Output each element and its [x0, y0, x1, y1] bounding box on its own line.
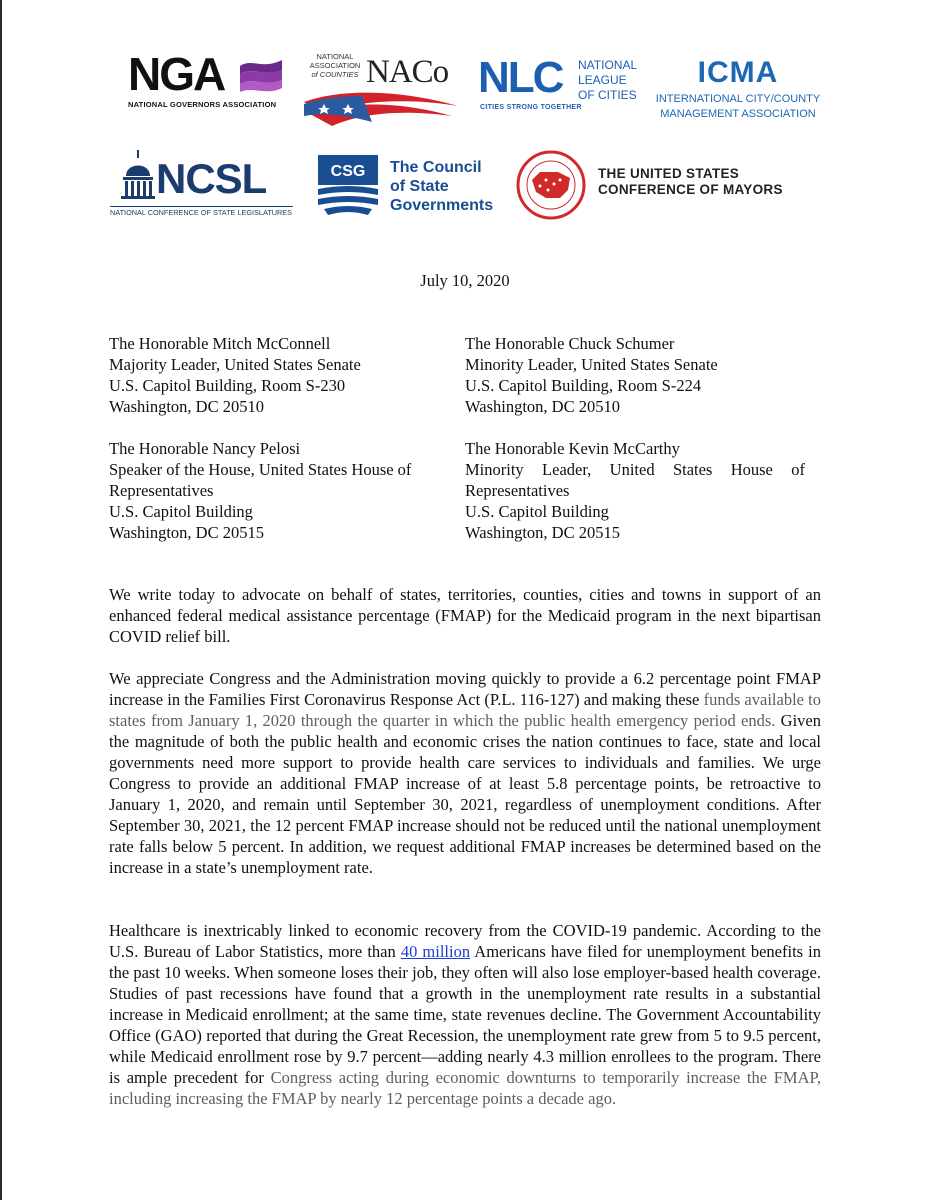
ncsl-logo [110, 150, 295, 220]
address-line: U.S. Capitol Building, Room S-224 [465, 376, 702, 395]
paragraph-3-text: Healthcare is inextricably linked to economic recovery from the COVID-19 pandemic. According to the U.S. Bureau of Labor Statistics, more than [109, 921, 821, 961]
recipient-mccarthy [465, 438, 805, 543]
address-line: The Honorable Kevin McCarthy [465, 439, 680, 458]
nlc-name-line: OF CITIES [578, 88, 637, 102]
recipient-pelosi [109, 438, 454, 543]
nlc-logo [478, 53, 648, 116]
address-line: The Honorable Chuck Schumer [465, 334, 675, 353]
paragraph-1: We write today to advocate on behalf of states, territories, counties, cities and towns in support of an enhanced federal medical assistance percentage (FMAP) for the Medicaid program in the next bipartisan COVID relief bill. [109, 585, 821, 646]
csg-logo-name [390, 158, 493, 215]
address-line: U.S. Capitol Building [465, 502, 609, 521]
naco-name-line: NATIONAL [316, 52, 354, 61]
forty-million-link[interactable]: 40 million [400, 942, 471, 961]
naco-logo-name [302, 52, 368, 79]
nlc-logo-tagline: CITIES STRONG TOGETHER [480, 104, 582, 111]
paragraph-3-faint-text: Congress acting during economic downturns to temporarily increase the FMAP, including increasing the FMAP by nearly 12 percentage points a decade ago. [109, 1068, 821, 1108]
address-line: Washington, DC 20515 [465, 523, 620, 542]
nga-logo-abbr: NGA [128, 48, 225, 100]
letter-date: July 10, 2020 [420, 271, 510, 290]
address-line: Representatives [465, 481, 570, 500]
icma-name-line: INTERNATIONAL CITY/COUNTY [655, 93, 821, 105]
paragraph-2 [109, 668, 821, 878]
address-line: Washington, DC 20510 [109, 397, 264, 416]
csg-logo-abbr: CSG [330, 163, 366, 180]
recipient-schumer [465, 333, 810, 417]
capitol-dome-icon [120, 150, 156, 200]
paragraph-2-faint-text: funds available to states from January 1, 2020 through the quarter in which the public health emergency period ends. [109, 690, 821, 730]
icma-name-line: MANAGEMENT ASSOCIATION [660, 108, 816, 120]
address-line: The Honorable Mitch McConnell [109, 334, 331, 353]
ncsl-logo-name: NATIONAL CONFERENCE OF STATE LEGISLATURES [110, 208, 293, 217]
nlc-logo-name [578, 58, 637, 103]
address-line: U.S. Capitol Building [109, 502, 253, 521]
icma-logo-name [648, 92, 828, 122]
csg-emblem-icon [318, 155, 382, 219]
icma-logo [648, 58, 828, 122]
address-line: Speaker of the House, United States House of [109, 460, 412, 479]
uscm-seal-icon [516, 150, 586, 220]
address-line: The Honorable Nancy Pelosi [109, 439, 301, 458]
uscm-logo [516, 150, 816, 222]
nga-logo [128, 48, 288, 112]
paragraph-3-text: Americans have filed for unemployment benefits in the past 10 weeks. When someone loses their job, they often will also lose employer-based health coverage. Studies of past recessions have found that a growth in the unemployment rate results in a substantial increase in Medicaid enrollment; at the same time, state revenues decline. The Government Accountability Office (GAO) reported that during the Great Recession, the unemployment rate grew from 5 to 9.5 percent, while Medicaid enrollment rose by 9.7 percent—adding nearly 4.3 million enrollees to the program. There is ample precedent for [109, 942, 822, 1087]
address-line: Washington, DC 20515 [109, 523, 264, 542]
nlc-name-line: NATIONAL [578, 58, 638, 72]
naco-logo-abbr: NACo [366, 54, 449, 90]
paragraph-2-text: We appreciate Congress and the Administration moving quickly to provide a 6.2 percentage point FMAP increase in the Families First Coronavirus Response Act (P.L. 116-127) and making these [109, 669, 821, 709]
address-line: Minority Leader, United States Senate [465, 355, 718, 374]
uscm-logo-name [598, 166, 783, 198]
paragraph-2-text: Given the magnitude of both the public health and economic crises the nation continues to face, state and local governments need more support to provide health care services to individuals and families. We urge Congress to provide an additional FMAP increase of at least 5.8 percentage points, be retroactive to January 1, 2020, and remain until September 30, 2021, regardless of unemployment conditions. After September 30, 2021, the 12 percent FMAP increase should not be reduced until the national unemployment rate falls below 5 percent. In addition, we request additional FMAP increases be determined based on the increase in a state’s unemployment rate. [109, 711, 821, 877]
csg-name-line: The Council [390, 159, 482, 176]
address-line: Washington, DC 20510 [465, 397, 620, 416]
paragraph-3 [109, 920, 821, 1109]
page-left-edge [0, 0, 2, 1200]
naco-name-line: ASSOCIATION [309, 61, 361, 70]
ncsl-logo-abbr: NCSL [156, 155, 267, 202]
recipient-mcconnell [109, 333, 454, 417]
csg-name-line: Governments [390, 197, 494, 214]
address-line: Representatives [109, 481, 214, 500]
nlc-logo-abbr: NLC [478, 53, 563, 102]
csg-name-line: of State [390, 178, 449, 195]
nlc-name-line: LEAGUE [578, 73, 627, 87]
nga-flag-icon [236, 56, 286, 96]
icma-logo-abbr: ICMA [697, 56, 779, 89]
naco-logo [302, 52, 462, 130]
ncsl-rule [110, 206, 293, 207]
naco-name-line: of COUNTIES [311, 70, 359, 79]
address-line: Minority Leader, United States House of [465, 460, 805, 479]
nga-logo-name: NATIONAL GOVERNORS ASSOCIATION [128, 100, 277, 109]
naco-swoosh-icon [302, 82, 462, 130]
address-line: Majority Leader, United States Senate [109, 355, 361, 374]
address-line: U.S. Capitol Building, Room S-230 [109, 376, 346, 395]
csg-logo [318, 155, 508, 221]
uscm-name-line: THE UNITED STATES [598, 166, 740, 181]
uscm-name-line: CONFERENCE OF MAYORS [598, 182, 783, 197]
